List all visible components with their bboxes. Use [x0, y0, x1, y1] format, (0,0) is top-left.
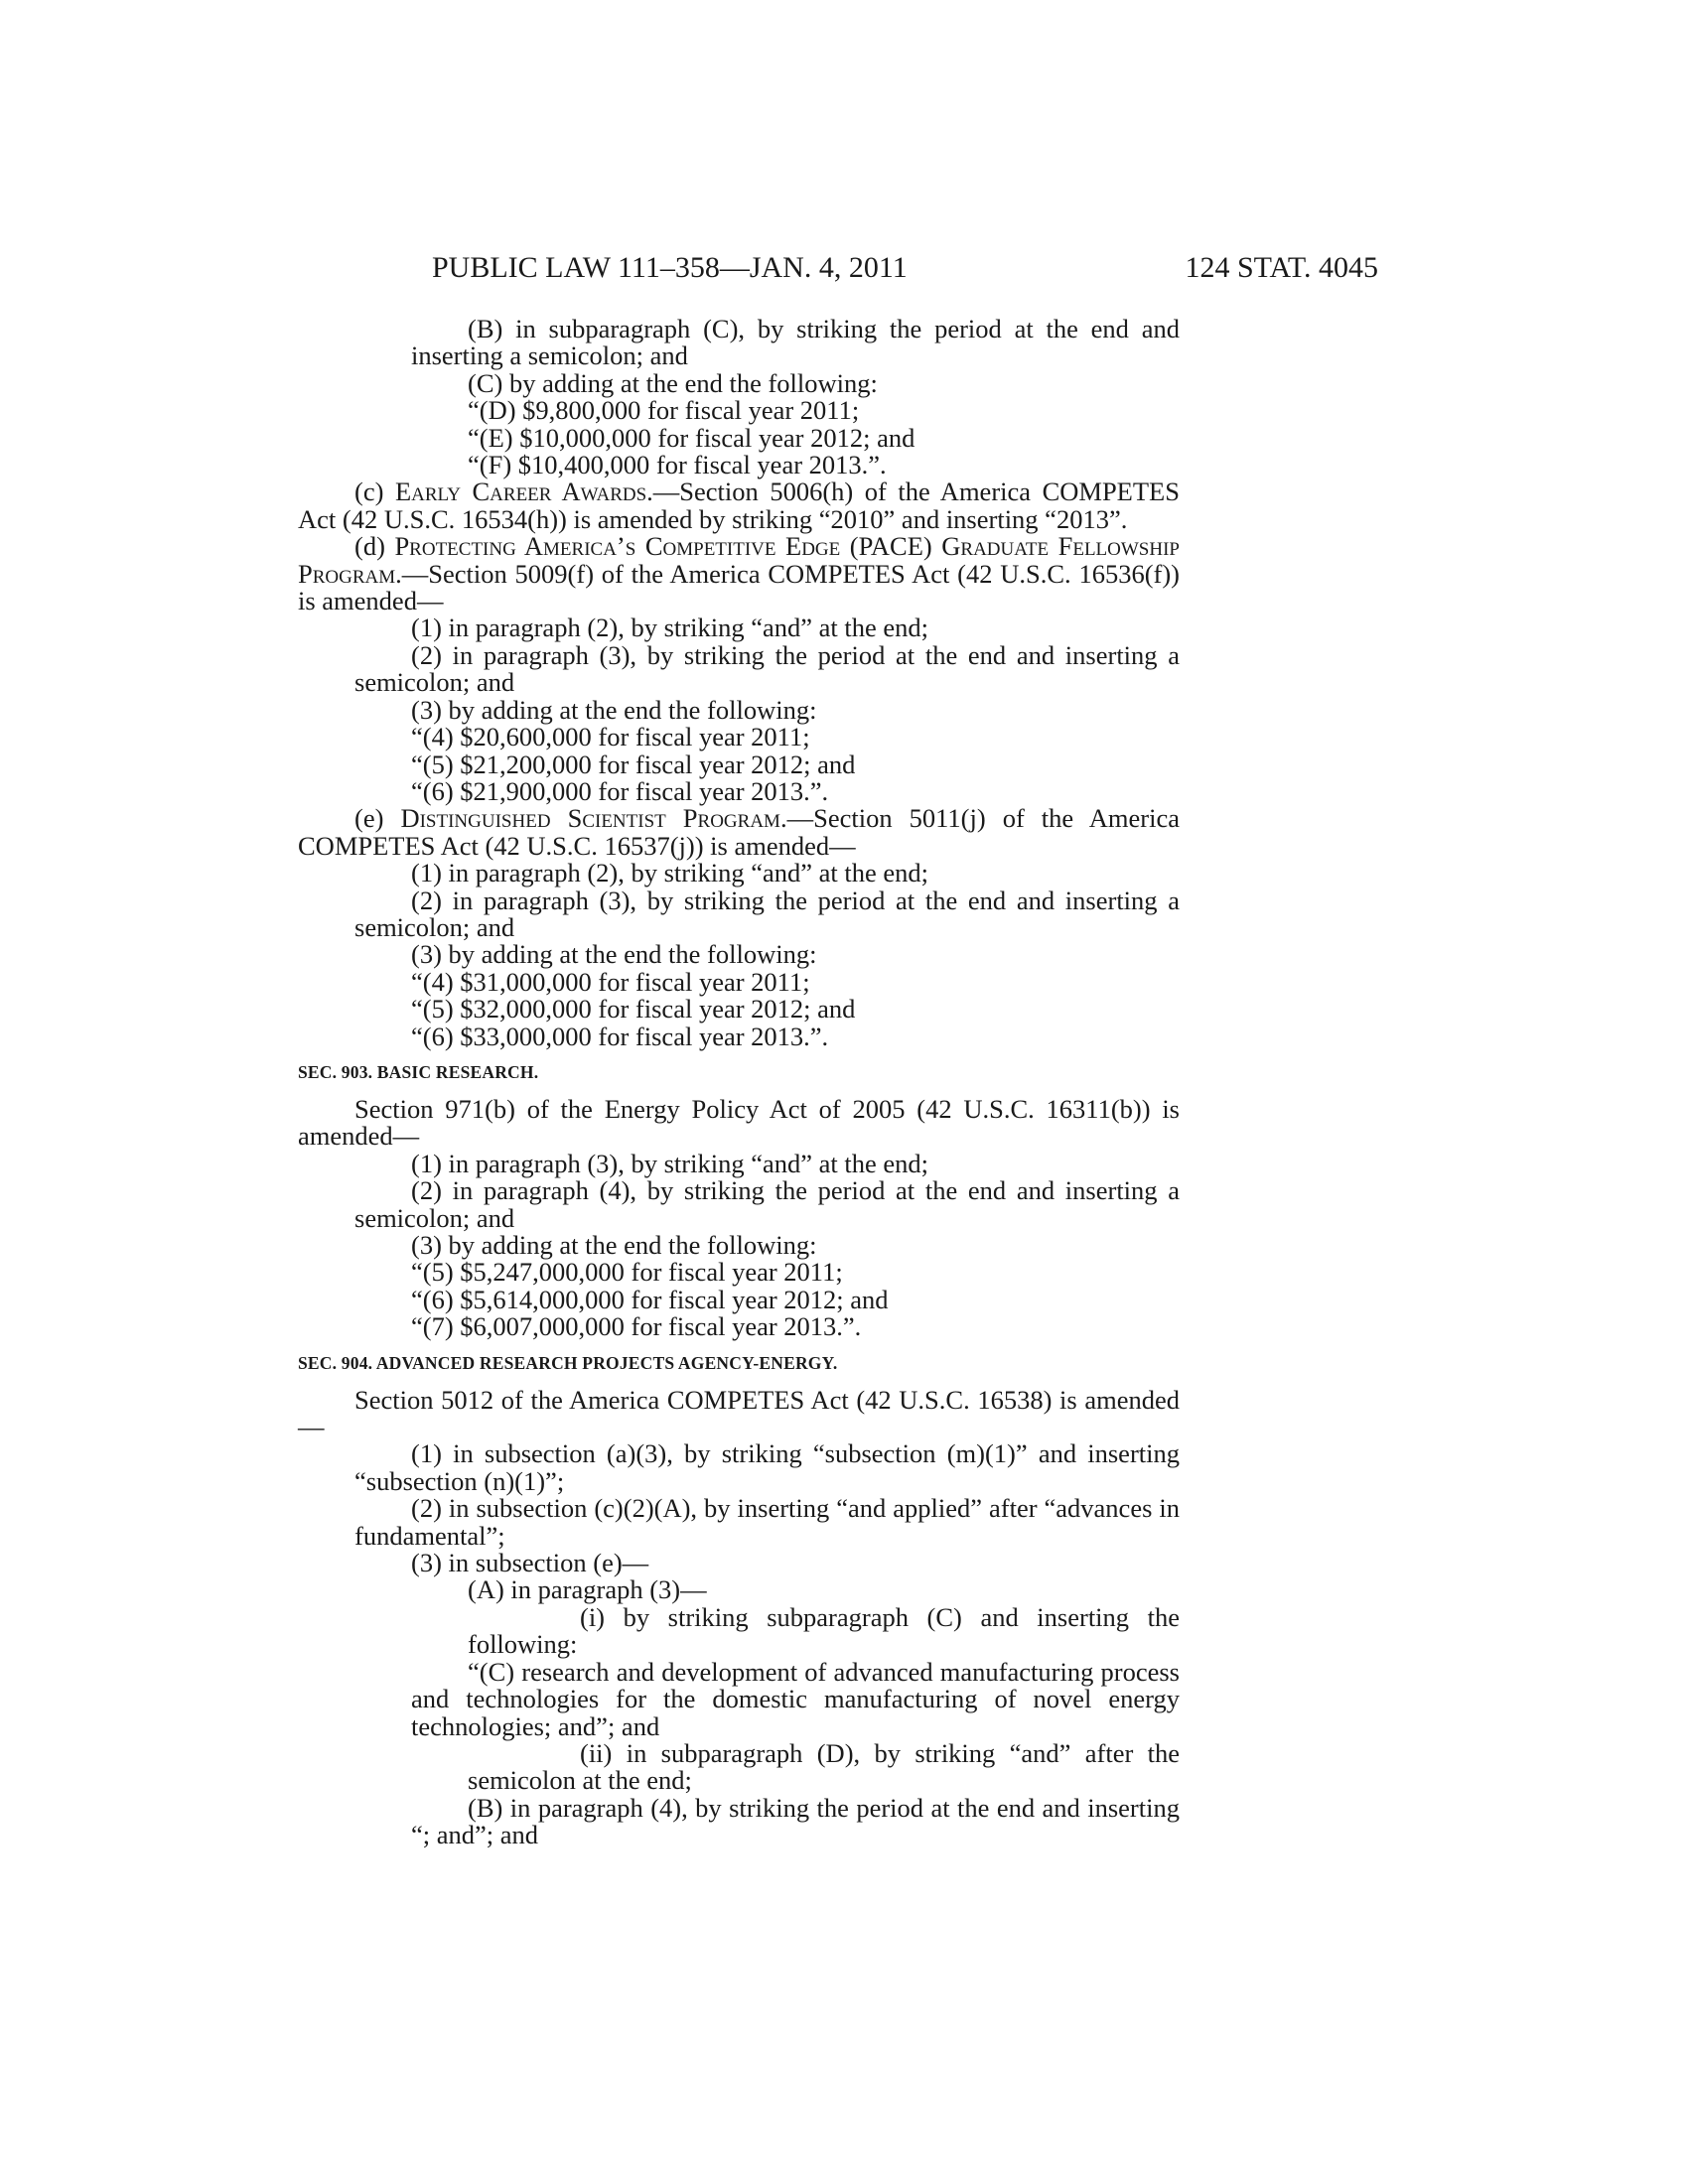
subsection-e-distinguished-scientist: (e) Distinguished Scientist Program.—Section 5011(j) of the America COMPETES Act (42 U.S.C. 16537(j)) is amended— [298, 803, 1180, 861]
section-903-para-2: (2) in paragraph (4), by striking the period at the end and inserting a semicolon; and [354, 1175, 1180, 1233]
section-904-subpara-b: (B) in paragraph (4), by striking the period at the end and inserting “; and”; and [411, 1792, 1180, 1850]
header-stat-page: 124 STAT. 4045 [1185, 251, 1378, 284]
subsection-e-heading: Distinguished Scientist Program. [400, 803, 787, 834]
section-904-para-3: (3) in subsection (e)— [411, 1548, 649, 1578]
section-904-clause-i: (i) by striking subparagraph (C) and inserting the following: [468, 1601, 1180, 1660]
section-903-para-1: (1) in paragraph (3), by striking “and” at the end; [411, 1148, 928, 1178]
subsection-e-line-6: “(6) $33,000,000 for fiscal year 2013.”. [411, 1021, 829, 1051]
section-903-intro: Section 971(b) of the Energy Policy Act of 2005 (42 U.S.C. 16311(b)) is amended— [298, 1093, 1180, 1152]
section-903-para-3: (3) by adding at the end the following: [411, 1230, 817, 1260]
subsection-c-early-career-awards: (c) Early Career Awards.—Section 5006(h) of the America COMPETES Act (42 U.S.C. 16534(h)) is amended by striking “2010” and inserting “2013”. [298, 477, 1180, 534]
section-904-clause-ii: (ii) in subparagraph (D), by striking “and” after the semicolon at the end; [468, 1737, 1180, 1796]
running-header [298, 246, 1378, 290]
subsection-d-line-5: “(5) $21,200,000 for fiscal year 2012; and [411, 749, 856, 779]
subsection-e-line-4: “(4) $31,000,000 for fiscal year 2011; [411, 966, 810, 997]
subsection-d-para-2: (2) in paragraph (3), by striking the period at the end and inserting a semicolon; and [354, 639, 1180, 698]
subsection-d-text: —Section 5009(f) of the America COMPETES Act (42 U.S.C. 16536(f)) is amended— [298, 558, 1180, 616]
subsection-e-para-3: (3) by adding at the end the following: [411, 939, 817, 970]
section-904-para-2: (2) in subsection (c)(2)(A), by inserting “and applied” after “advances in fundamental”; [354, 1493, 1180, 1551]
section-904-para-1: (1) in subsection (a)(3), by striking “subsection (m)(1)” and inserting “subsection (n)(1)”; [354, 1438, 1180, 1496]
subsection-d-para-3: (3) by adding at the end the following: [411, 694, 817, 725]
subsection-e-para-1: (1) in paragraph (2), by striking “and” at the end; [411, 858, 928, 888]
subsection-d-line-6: “(6) $21,900,000 for fiscal year 2013.”. [411, 775, 829, 806]
amendment-c-adding: (C) by adding at the end the following: [468, 367, 878, 398]
section-903-line-7: “(7) $6,007,000,000 for fiscal year 2013.”. [411, 1311, 862, 1342]
section-904-subpara-a: (A) in paragraph (3)— [468, 1574, 707, 1605]
section-903-line-6: “(6) $5,614,000,000 for fiscal year 2012; and [411, 1284, 889, 1314]
line-e-2012: “(E) $10,000,000 for fiscal year 2012; and [468, 422, 915, 453]
line-f-2013: “(F) $10,400,000 for fiscal year 2013.”. [468, 450, 887, 480]
section-903-line-5: “(5) $5,247,000,000 for fiscal year 2011; [411, 1257, 843, 1288]
section-904-inserted-c: “(C) research and development of advanced manufacturing process and technologies for the domestic manufacturing of novel energy technologies; and”; and [411, 1656, 1180, 1741]
section-904-heading: SEC. 904. ADVANCED RESEARCH PROJECTS AGENCY-ENERGY. [298, 1352, 838, 1373]
section-904-intro: Section 5012 of the America COMPETES Act (42 U.S.C. 16538) is amended— [298, 1384, 1180, 1442]
document-body [298, 316, 1180, 1849]
subsection-e-para-2: (2) in paragraph (3), by striking the period at the end and inserting a semicolon; and [354, 885, 1180, 942]
amendment-b-subparagraph-c: (B) in subparagraph (C), by striking the period at the end and inserting a semicolon; and [411, 314, 1180, 371]
section-903-heading: SEC. 903. BASIC RESEARCH. [298, 1061, 539, 1082]
subsection-d-heading: Protecting America’s Competitive Edge (PACE) Graduate Fellowship Program. [298, 531, 1180, 589]
subsection-e-text: —Section 5011(j) of the America COMPETES Act (42 U.S.C. 16537(j)) is amended— [298, 803, 1180, 861]
subsection-d-pace-fellowship: (d) Protecting America’s Competitive Edge (PACE) Graduate Fellowship Program.—Section 5009(f) of the America COMPETES Act (42 U.S.C. 16536(f)) is amended— [298, 531, 1180, 616]
subsection-e-line-5: “(5) $32,000,000 for fiscal year 2012; and [411, 994, 856, 1024]
line-d-2011: “(D) $9,800,000 for fiscal year 2011; [468, 395, 860, 426]
subsection-c-text: —Section 5006(h) of the America COMPETES Act (42 U.S.C. 16534(h)) is amended by striking “2010” and inserting “2013”. [298, 477, 1180, 534]
subsection-d-para-1: (1) in paragraph (2), by striking “and” at the end; [411, 613, 928, 643]
subsection-d-line-4: “(4) $20,600,000 for fiscal year 2011; [411, 722, 810, 752]
subsection-c-heading: Early Career Awards. [394, 477, 653, 507]
header-public-law: PUBLIC LAW 111–358—JAN. 4, 2011 [432, 251, 908, 284]
